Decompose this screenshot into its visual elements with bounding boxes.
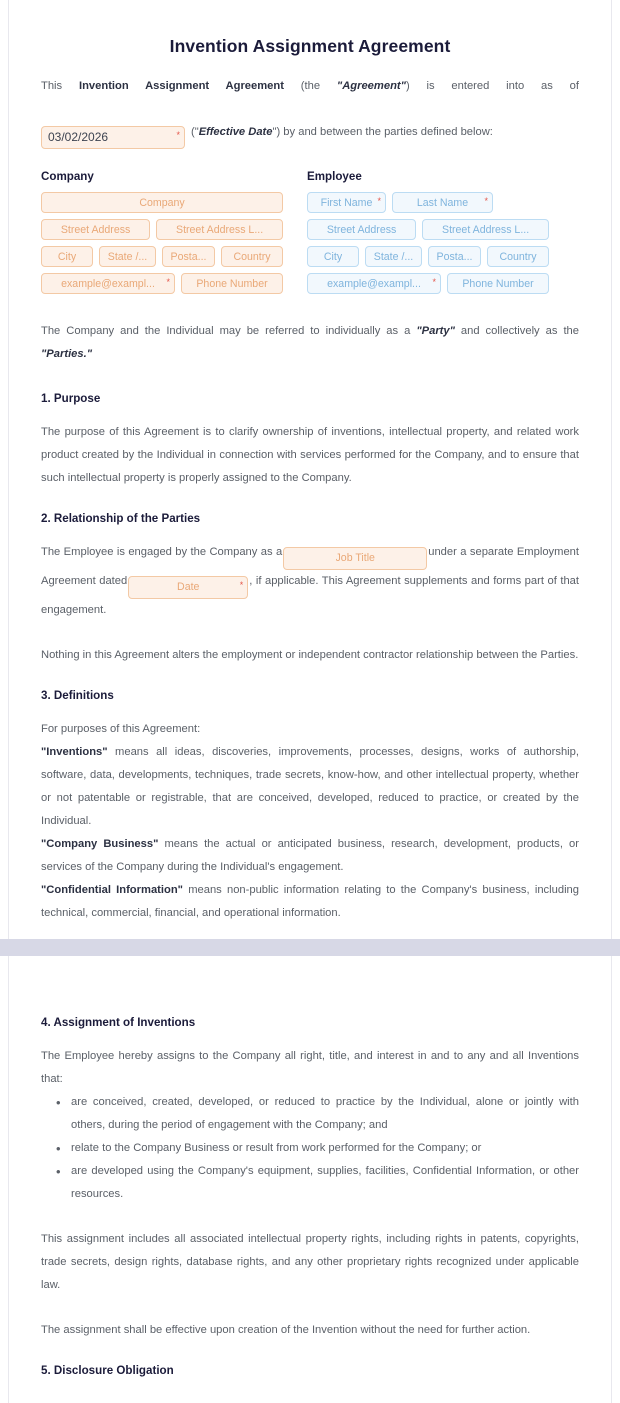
effective-date-after-tail: ") by and between the parties defined below:	[272, 126, 493, 138]
definition-company-business	[41, 833, 579, 879]
employee-name-row	[307, 192, 549, 213]
list-item: • are developed using the Company's equipment, supplies, facilities, Confidential Information, or other resources.	[71, 1160, 579, 1206]
definition-term-inventions: "Inventions"	[41, 746, 108, 758]
employee-state-placeholder: State /...	[373, 250, 414, 263]
company-name-placeholder: Company	[139, 196, 185, 209]
company-email-input[interactable]	[41, 273, 175, 294]
term-agreement: "Agreement"	[336, 80, 406, 92]
employee-state-input[interactable]	[365, 246, 422, 267]
effective-date-input[interactable]	[41, 126, 185, 149]
definition-body-confidential-information: means non-public information relating to the Company's business, including technical, commercial, financial, and operational information.	[41, 884, 579, 919]
section-heading-definitions: 3. Definitions	[41, 689, 114, 702]
employee-heading: Employee	[307, 170, 362, 183]
parties-section	[41, 170, 579, 300]
employee-street-address-2-input[interactable]	[422, 219, 549, 240]
section-heading-relationship: 2. Relationship of the Parties	[41, 512, 201, 525]
employee-postal-code-placeholder: Posta...	[436, 250, 473, 263]
assignment-paragraph-effective: The assignment shall be effective upon creation of the Invention without the need for further action.	[41, 1324, 531, 1336]
intro-mid-text: (the	[283, 80, 337, 92]
list-item: • relate to the Company Business or result from work performed for the Company; or	[71, 1137, 579, 1160]
employee-city-input[interactable]	[307, 246, 359, 267]
effective-date-value: 03/02/2026	[48, 130, 109, 144]
section-relationship-paragraph	[41, 541, 579, 622]
definitions-lead-in: For purposes of this Agreement:	[41, 723, 201, 735]
company-address-row	[41, 219, 283, 240]
employee-email-placeholder: example@exampl...	[327, 277, 421, 290]
section-purpose-paragraph: The purpose of this Agreement is to clarify ownership of inventions, intellectual property, and related work product created by the Individual in connection with services performed for the Company, and to ensure that such intellectual property is properly assigned to the Company.	[41, 426, 579, 484]
employee-locality-row	[307, 246, 549, 267]
employee-postal-code-input[interactable]	[428, 246, 481, 267]
company-city-placeholder: City	[57, 250, 77, 263]
employee-country-input[interactable]	[487, 246, 549, 267]
employee-first-name-input[interactable]	[307, 192, 386, 213]
relationship-run-in-2: under a separate Employment Agreement dated	[41, 546, 580, 587]
company-email-placeholder: example@exampl...	[61, 277, 155, 290]
company-phone-placeholder: Phone Number	[196, 277, 268, 290]
intro-agreement-bold: Invention Assignment Agreement	[78, 80, 284, 92]
employee-city-placeholder: City	[323, 250, 343, 263]
section-heading-assignment: 4. Assignment of Inventions	[41, 1016, 196, 1029]
section-relationship-paragraph-2: Nothing in this Agreement alters the employment or independent contractor relationship between the Parties.	[41, 649, 579, 661]
employee-contact-row	[307, 273, 549, 294]
employment-agreement-date-input[interactable]	[128, 576, 248, 599]
term-effective-date: Effective Date	[198, 126, 273, 138]
job-title-input[interactable]	[283, 547, 427, 570]
employee-email-input[interactable]	[307, 273, 441, 294]
employee-phone-input[interactable]	[447, 273, 549, 294]
intro-paragraph	[41, 75, 579, 121]
company-postal-code-placeholder: Posta...	[170, 250, 207, 263]
company-contact-row	[41, 273, 283, 294]
company-state-input[interactable]	[99, 246, 156, 267]
company-locality-row	[41, 246, 283, 267]
company-postal-code-input[interactable]	[162, 246, 215, 267]
parties-definition-paragraph	[41, 320, 579, 366]
definition-inventions	[41, 741, 579, 833]
effective-date-line	[41, 121, 579, 150]
definition-body-inventions: means all ideas, discoveries, improvements, processes, designs, works of authorship, software, data, developments, techniques, trade secrets, know-how, and other intellectual property, whether or not patentable or registrable, that are conceived, developed, reduced to practice, or created by the Individual.	[41, 746, 579, 827]
employee-street-address-2-placeholder: Street Address L...	[442, 223, 530, 236]
employee-last-name-placeholder: Last Name	[416, 196, 469, 209]
company-city-input[interactable]	[41, 246, 93, 267]
employee-last-name-input[interactable]	[392, 192, 493, 213]
term-parties: "Parties."	[41, 348, 93, 360]
definition-body-company-business: means the actual or anticipated business, research, development, products, or services of the Company during the Individual's engagement.	[41, 838, 579, 873]
relationship-run-in-3: , if applicable. This Agreement supplements and forms part of that engagement.	[41, 575, 579, 616]
required-asterisk-icon: *	[377, 196, 381, 206]
company-street-address-placeholder: Street Address	[60, 223, 131, 236]
company-column	[41, 170, 283, 300]
document-page-2	[8, 956, 612, 1403]
required-asterisk-icon: *	[176, 130, 180, 140]
term-party: "Party"	[416, 325, 455, 337]
assignment-bullet-list	[41, 1091, 579, 1206]
employment-agreement-date-placeholder: Date	[177, 581, 200, 593]
effective-date-after-open: ("	[191, 126, 199, 138]
required-asterisk-icon: *	[484, 196, 488, 206]
company-state-placeholder: State /...	[107, 250, 148, 263]
assignment-lead-in: The Employee hereby assigns to the Company all right, title, and interest in and to any and all Inventions that:	[41, 1050, 579, 1085]
definition-confidential-information	[41, 879, 579, 925]
employee-country-placeholder: Country	[499, 250, 537, 263]
required-asterisk-icon: *	[432, 277, 436, 287]
intro-pre-text: This	[41, 80, 79, 92]
section-heading-disclosure: 5. Disclosure Obligation	[41, 1364, 174, 1377]
section-heading-purpose: 1. Purpose	[41, 392, 101, 405]
assignment-paragraph-rights: This assignment includes all associated intellectual property rights, including rights in patents, copyrights, trade secrets, design rights, database rights, and any other proprietary rights recognized under applicable law.	[41, 1233, 579, 1291]
required-asterisk-icon: *	[239, 580, 244, 590]
employee-first-name-placeholder: First Name	[320, 196, 373, 209]
job-title-placeholder: Job Title	[335, 552, 375, 564]
document-page-1	[8, 0, 612, 939]
employee-address-row	[307, 219, 549, 240]
employee-column	[307, 170, 549, 300]
company-country-input[interactable]	[221, 246, 283, 267]
parties-part-2: and collectively as the	[454, 325, 579, 337]
page-separator	[0, 939, 620, 956]
required-asterisk-icon: *	[166, 277, 170, 287]
employee-street-address-placeholder: Street Address	[326, 223, 397, 236]
employee-phone-placeholder: Phone Number	[462, 277, 534, 290]
company-street-address-2-input[interactable]	[156, 219, 283, 240]
company-street-address-2-placeholder: Street Address L...	[176, 223, 264, 236]
company-street-address-input[interactable]	[41, 219, 150, 240]
company-country-placeholder: Country	[233, 250, 271, 263]
company-heading: Company	[41, 170, 94, 183]
definition-term-confidential-information: "Confidential Information"	[41, 884, 183, 896]
employee-street-address-input[interactable]	[307, 219, 416, 240]
parties-part-1: The Company and the Individual may be referred to individually as a	[41, 325, 417, 337]
company-name-row	[41, 192, 283, 213]
company-phone-input[interactable]	[181, 273, 283, 294]
definition-term-company-business: "Company Business"	[41, 838, 159, 850]
page-title: Invention Assignment Agreement	[169, 36, 451, 56]
company-name-input[interactable]	[41, 192, 283, 213]
list-item: • are conceived, created, developed, or reduced to practice by the Individual, alone or jointly with others, during the period of engagement with the Company; and	[71, 1091, 579, 1137]
intro-post-text: ) is entered into as of	[405, 80, 579, 92]
relationship-run-in-1: The Employee is engaged by the Company as a	[41, 546, 283, 558]
